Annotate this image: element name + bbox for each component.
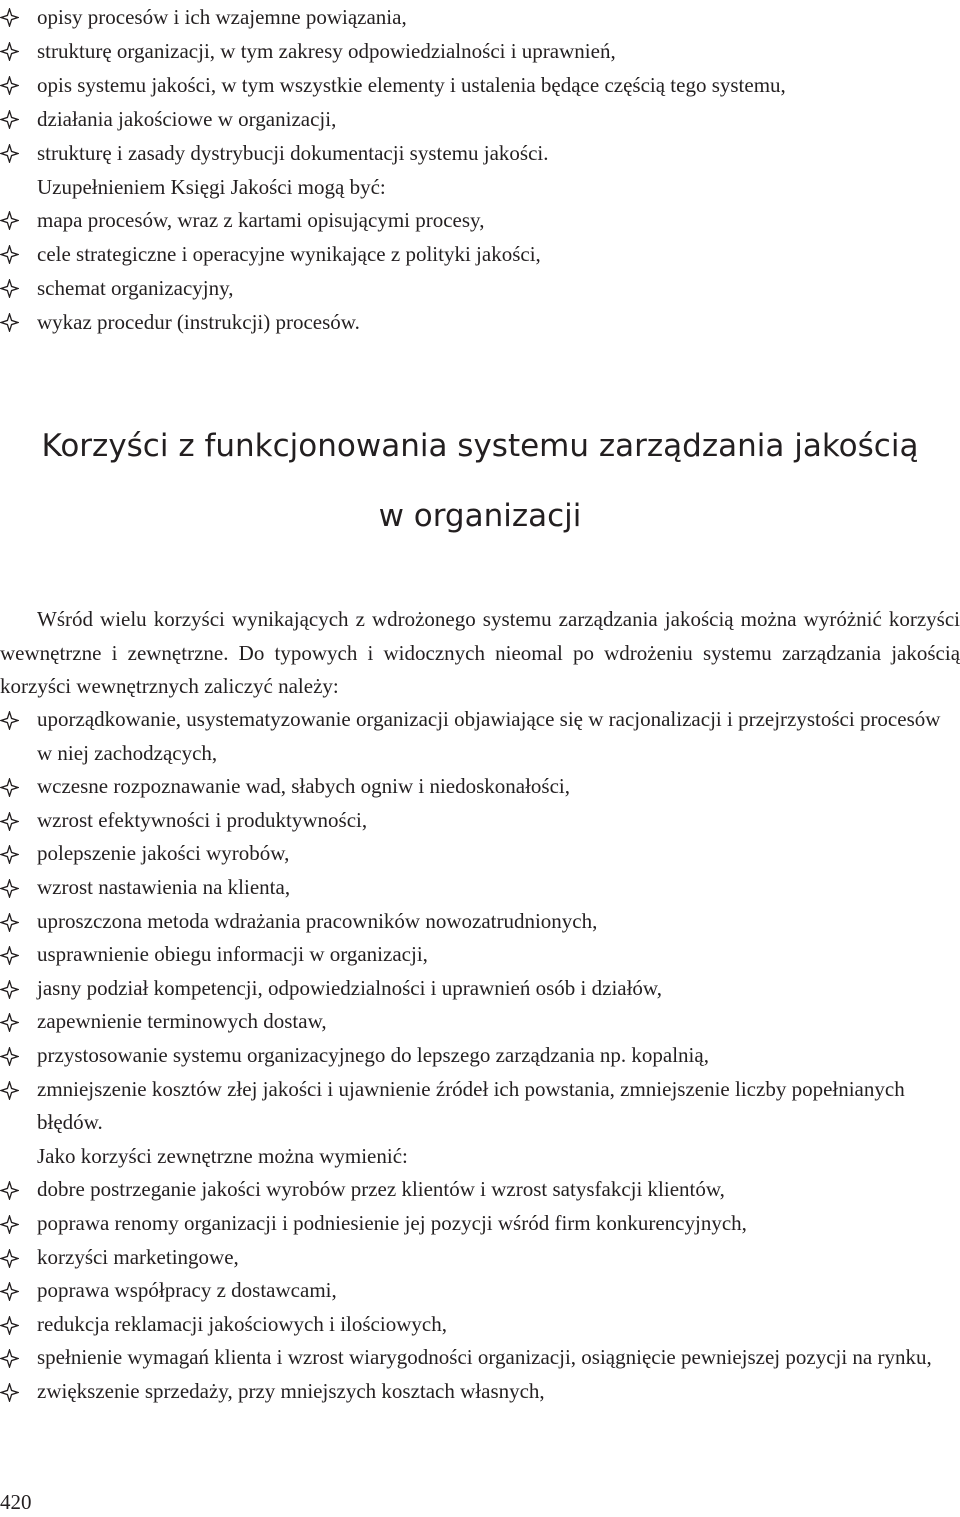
- star-bullet-icon: [0, 313, 19, 332]
- list-item: [0, 1274, 960, 1308]
- list-item: [0, 905, 960, 939]
- list-item-text: redukcja reklamacji jakościowych i ilościowych,: [37, 1311, 447, 1336]
- list-item: [0, 938, 960, 972]
- list-item: [0, 271, 960, 305]
- quality-book-contents-list: [0, 0, 960, 204]
- star-bullet-icon: [0, 42, 19, 61]
- star-bullet-icon: [0, 1013, 19, 1032]
- body-paragraph: [0, 603, 960, 704]
- list-item-text: wzrost nastawienia na klienta,: [37, 874, 291, 899]
- list-item-text: cele strategiczne i operacyjne wynikające z polityki jakości,: [37, 242, 541, 266]
- list-item: [0, 1375, 960, 1409]
- list-item-text: wzrost efektywności i produktywności,: [37, 807, 368, 832]
- star-bullet-icon: [0, 245, 19, 264]
- list-item-text: polepszenie jakości wyrobów,: [37, 841, 290, 866]
- body-paragraph-part-1: Wśród wielu korzyści wynikających z wdrożonego systemu zarządzania jakością można wyróżnić korzyści wewnętrzne i zewnętrzne.: [0, 607, 960, 665]
- list-item: [0, 1241, 960, 1275]
- star-bullet-icon: [0, 812, 19, 831]
- star-bullet-icon: [0, 76, 19, 95]
- star-bullet-icon: [0, 1047, 19, 1066]
- list-item: [0, 1207, 960, 1241]
- list-item: [0, 972, 960, 1006]
- list-item-text: spełnienie wymagań klienta i wzrost wiarygodności organizacji, osiągnięcie pewniejszej pozycji na rynku,: [37, 1345, 932, 1370]
- list-item-text: opis systemu jakości, w tym wszystkie elementy i ustalenia będące częścią tego systemu,: [37, 73, 786, 97]
- body-paragraph-text: [0, 603, 960, 704]
- list-item: [0, 1005, 960, 1039]
- list-item: [0, 237, 960, 271]
- list-item-text: strukturę organizacji, w tym zakresy odpowiedzialności i uprawnień,: [37, 39, 616, 63]
- star-bullet-icon: [0, 211, 19, 230]
- list-item: [0, 1039, 960, 1073]
- star-bullet-icon: [0, 1282, 19, 1301]
- benefits-list: [0, 703, 960, 1408]
- list-item: [0, 1308, 960, 1342]
- list-item-text: działania jakościowe w organizacji,: [37, 107, 337, 131]
- list-item: [0, 871, 960, 905]
- star-bullet-icon: [0, 144, 19, 163]
- star-bullet-icon: [0, 1383, 19, 1402]
- star-bullet-icon: [0, 946, 19, 965]
- star-bullet-icon: [0, 8, 19, 27]
- section-heading-line-2: w organizacji: [378, 498, 582, 534]
- intro-line: [0, 170, 960, 204]
- list-item-text: mapa procesów, wraz z kartami opisującymi procesy,: [37, 208, 485, 232]
- list-item-text: przystosowanie systemu organizacyjnego do lepszego zarządzania np. kopalnią,: [37, 1042, 709, 1067]
- supplement-list: [0, 203, 960, 339]
- external-intro-text: Jako korzyści zewnętrzne można wymienić:: [37, 1143, 408, 1168]
- star-bullet-icon: [0, 279, 19, 298]
- list-item-text: zwiększenie sprzedaży, przy mniejszych kosztach własnych,: [37, 1378, 545, 1403]
- list-item-text: zmniejszenie kosztów złej jakości i ujawnienie źródeł ich powstania, zmniejszenie liczby popełnianych błędów.: [37, 1076, 905, 1135]
- list-item: [0, 1173, 960, 1207]
- list-item-text: jasny podział kompetencji, odpowiedzialności i uprawnień osób i działów,: [37, 975, 662, 1000]
- list-item: [0, 837, 960, 871]
- list-item-text: strukturę i zasady dystrybucji dokumentacji systemu jakości.: [37, 141, 549, 165]
- supplement-intro-text: Uzupełnieniem Księgi Jakości mogą być:: [37, 175, 386, 199]
- star-bullet-icon: [0, 1349, 19, 1368]
- star-bullet-icon: [0, 1181, 19, 1200]
- page-number: 420: [0, 1490, 32, 1514]
- list-item-text: wykaz procedur (instrukcji) procesów.: [37, 310, 360, 334]
- list-item-text: poprawa renomy organizacji i podniesienie jej pozycji wśród firm konkurencyjnych,: [37, 1210, 747, 1235]
- list-item: [0, 34, 960, 68]
- list-item: [0, 203, 960, 237]
- list-item-text: wczesne rozpoznawanie wad, słabych ogniw i niedoskonałości,: [37, 774, 570, 799]
- star-bullet-icon: [0, 1316, 19, 1335]
- star-bullet-icon: [0, 1249, 19, 1268]
- list-item-text: uporządkowanie, usystematyzowanie organizacji objawiające się w racjonalizacji i przejrzystości procesów w niej zachodzących,: [37, 707, 941, 765]
- star-bullet-icon: [0, 845, 19, 864]
- intro-line: [0, 1140, 960, 1174]
- list-item: [0, 68, 960, 102]
- list-item: [0, 0, 960, 34]
- list-item-text: schemat organizacyjny,: [37, 276, 234, 300]
- star-bullet-icon: [0, 1081, 19, 1100]
- list-item: [0, 770, 960, 804]
- list-item-text: dobre postrzeganie jakości wyrobów przez klientów i wzrost satysfakcji klientów,: [37, 1177, 725, 1202]
- list-item-text: uproszczona metoda wdrażania pracowników nowozatrudnionych,: [37, 908, 598, 933]
- list-item-text: usprawnienie obiegu informacji w organizacji,: [37, 942, 428, 967]
- list-item-text: opisy procesów i ich wzajemne powiązania,: [37, 5, 407, 29]
- list-item: [0, 136, 960, 170]
- list-item-text: zapewnienie terminowych dostaw,: [37, 1009, 327, 1034]
- list-item-text: poprawa współpracy z dostawcami,: [37, 1278, 337, 1303]
- list-item: [0, 703, 960, 770]
- list-item: [0, 1341, 960, 1375]
- list-item: [0, 102, 960, 136]
- list-item: [0, 305, 960, 339]
- star-bullet-icon: [0, 711, 19, 730]
- star-bullet-icon: [0, 980, 19, 999]
- body-paragraph-part-2: Do typowych i widocznych nieomal po wdrożeniu systemu zarządzania jakością korzyści wewnętrznych zaliczyć należy:: [0, 640, 960, 698]
- star-bullet-icon: [0, 879, 19, 898]
- section-heading-line-1: Korzyści z funkcjonowania systemu zarządzania jakością: [41, 428, 919, 464]
- list-item-text: korzyści marketingowe,: [37, 1244, 239, 1269]
- star-bullet-icon: [0, 913, 19, 932]
- star-bullet-icon: [0, 110, 19, 129]
- list-item: [0, 804, 960, 838]
- list-item: [0, 1073, 960, 1140]
- star-bullet-icon: [0, 1215, 19, 1234]
- star-bullet-icon: [0, 778, 19, 797]
